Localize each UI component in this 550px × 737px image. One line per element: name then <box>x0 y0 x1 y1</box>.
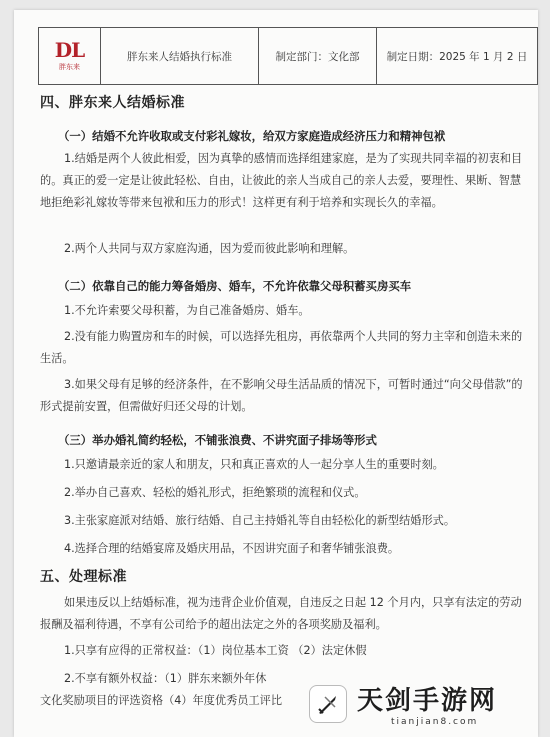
logo-name: 胖东来 <box>59 63 80 71</box>
subsection-1-heading: （一）结婚不允许收取或支付彩礼嫁妆，给双方家庭造成经济压力和精神包袱 <box>58 129 446 143</box>
subsection-3-para-2: 2.举办自己喜欢、轻松的婚礼形式，拒绝繁琐的流程和仪式。 <box>64 486 366 499</box>
subsection-3-para-4: 4.选择合理的结婚宴席及婚庆用品，不因讲究面子和奢华铺张浪费。 <box>64 542 400 555</box>
subsection-3-para-3: 3.主张家庭派对结婚、旅行结婚、自己主持婚礼等自由轻松化的新型结婚形式。 <box>64 514 456 527</box>
section-4-title: 四、胖东来人结婚标准 <box>40 95 185 111</box>
company-logo <box>39 28 101 84</box>
section-5-para-4: 文化奖励项目的评选资格（4）年度优秀员工评比 <box>40 694 283 707</box>
document-title: 胖东来人结婚执行标准 <box>101 28 259 84</box>
sword-logo-icon <box>309 685 347 723</box>
site-watermark <box>305 670 550 737</box>
section-5-title: 五、处理标准 <box>40 569 127 585</box>
section-5-para-1: 如果违反以上结婚标准，视为违背企业价值观，自违反之日起 12 个月内，只享有法定的劳动报酬及福利待遇，不享有公司给予的超出法定之外的各项奖励及福利。 <box>40 596 522 631</box>
subsection-2-para-2: 2.没有能力购置房和车的时候，可以选择先租房，再依靠两个人共同的努力主宰和创造未来的生活。 <box>40 330 523 365</box>
subsection-1-para-2: 2.两个人共同与双方家庭沟通，因为爱而彼此影响和理解。 <box>64 242 355 255</box>
subsection-3-heading: （三）举办婚礼简约轻松，不铺张浪费、不讲究面子排场等形式 <box>58 433 377 447</box>
issue-date-label: 制定日期：2025 年 1 月 2 日 <box>386 50 528 63</box>
section-5-para-2: 1.只享有应得的正常权益：（1）岗位基本工资 （2）法定休假 <box>64 644 367 657</box>
watermark-name: 天剑手游网 <box>357 686 498 716</box>
subsection-2-heading: （二）依靠自己的能力筹备婚房、婚车，不允许依靠父母积蓄买房买车 <box>58 279 412 293</box>
subsection-1-para-1: 1.结婚是两个人彼此相爱，因为真挚的感情而选择组建家庭，是为了实现共同幸福的初衷和目的。真正的爱一定是让彼此轻松、自由，让彼此的亲人当成自己的亲人去爱，要理性、果断、智慧地拒绝彩礼嫁妆等带来包袱和压力的形式！这样更有利于培养和实现长久的幸福。 <box>40 152 523 209</box>
subsection-2-para-1: 1.不允许索要父母积蓄，为自己准备婚房、婚车。 <box>64 304 310 317</box>
subsection-2-para-3: 3.如果父母有足够的经济条件，在不影响父母生活品质的情况下，可暂时通过“向父母借款”的形式提前安置，但需做好归还父母的计划。 <box>40 378 523 413</box>
document-header-table <box>38 27 538 85</box>
logo-mark: DL <box>54 38 85 62</box>
section-5-para-3: 2.不享有额外权益：（1）胖东来额外年休 <box>64 672 267 685</box>
watermark-url: tianjian8.com <box>391 717 479 727</box>
department-label: 制定部门：文化部 <box>259 28 377 84</box>
subsection-3-para-1: 1.只邀请最亲近的家人和朋友，只和真正喜欢的人一起分享人生的重要时刻。 <box>64 458 444 471</box>
